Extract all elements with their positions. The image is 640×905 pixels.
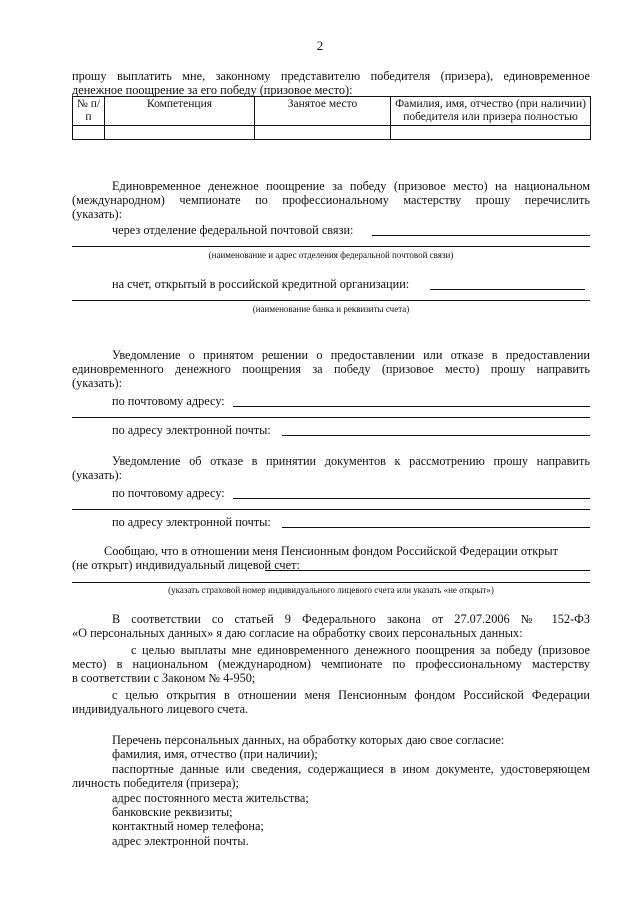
consent-purpose-1-line-3: в соответствии с Законом № 4-950; bbox=[72, 671, 256, 685]
refusal-postal-label: по почтовому адресу: bbox=[112, 486, 225, 500]
pd-list-heading: Перечень персональных данных, на обработку которых даю свое согласие: bbox=[112, 733, 505, 747]
bank-account-field[interactable] bbox=[430, 289, 585, 290]
list-item: адрес постоянного места жительства; bbox=[112, 791, 309, 805]
refusal-line-1: Уведомление об отказе в принятии документов к рассмотрению прошу направить bbox=[112, 454, 590, 468]
table-row bbox=[73, 126, 591, 140]
col-name-header: Фамилия, имя, отчество (при наличии) победителя или призера полностью bbox=[391, 97, 591, 126]
refusal-postal-field-line-2[interactable] bbox=[72, 509, 590, 510]
decision-line-2: единовременного денежного поощрения за победу (призовое место) прошу направить bbox=[72, 362, 590, 376]
pension-caption: (указать страховой номер индивидуального лицевого счета или указать «не открыт») bbox=[168, 585, 494, 595]
post-office-label: через отделение федеральной почтовой связи: bbox=[112, 223, 354, 237]
pension-line-2: (не открыт) индивидуальный лицевой счет: bbox=[72, 558, 300, 572]
decision-email-field[interactable] bbox=[282, 435, 590, 436]
col-place-header: Занятое место bbox=[255, 97, 391, 126]
list-item: контактный номер телефона; bbox=[112, 819, 264, 833]
decision-postal-field-line-2[interactable] bbox=[72, 417, 590, 418]
refusal-postal-field[interactable] bbox=[233, 498, 590, 499]
list-item: личность победителя (призера); bbox=[72, 776, 239, 790]
pension-line-1: Сообщаю, что в отношении меня Пенсионным фондом Российской Федерации открыт bbox=[104, 544, 558, 558]
list-item: банковские реквизиты; bbox=[112, 805, 233, 819]
table-header-row bbox=[73, 97, 591, 126]
consent-purpose-2-line-2: индивидуального лицевого счета. bbox=[72, 702, 249, 716]
competition-table bbox=[72, 96, 591, 140]
consent-purpose-1-line-1: с целью выплаты мне единовременного денежного поощрения за победу (призовое bbox=[131, 643, 590, 657]
consent-purpose-1-line-2: место) в национальном (международном) чемпионате по профессиональному мастерству bbox=[72, 657, 590, 671]
bank-account-caption: (наименование банка и реквизиты счета) bbox=[252, 304, 410, 314]
page-number: 2 bbox=[316, 38, 324, 53]
post-office-field-line-2[interactable] bbox=[72, 246, 590, 247]
intro-line-1: прошу выплатить мне, законному представителю победителя (призера), единовременное bbox=[72, 69, 590, 83]
payment-line-3: (указать): bbox=[72, 207, 122, 221]
decision-postal-field[interactable] bbox=[233, 406, 590, 407]
decision-postal-label: по почтовому адресу: bbox=[112, 394, 225, 408]
col-competence-header: Компетенция bbox=[105, 97, 255, 126]
table-cell[interactable] bbox=[105, 126, 255, 140]
list-item: паспортные данные или сведения, содержащиеся в ином документе, удостоверяющем bbox=[112, 762, 590, 776]
list-item: адрес электронной почты. bbox=[112, 834, 249, 848]
refusal-email-field[interactable] bbox=[282, 527, 590, 528]
bank-account-field-line-2[interactable] bbox=[72, 300, 590, 301]
decision-line-3: (указать): bbox=[72, 376, 122, 390]
list-item: фамилия, имя, отчество (при наличии); bbox=[112, 747, 318, 761]
post-office-caption: (наименование и адрес отделения федеральной почтовой связи) bbox=[208, 250, 454, 260]
col-number-header: № п/п bbox=[73, 97, 105, 126]
intro-line-2: денежное поощрение за его победу (призовое место): bbox=[72, 83, 353, 97]
refusal-email-label: по адресу электронной почты: bbox=[112, 515, 271, 529]
table-cell[interactable] bbox=[255, 126, 391, 140]
consent-purpose-2-line-1: с целью открытия в отношении меня Пенсионным фондом Российской Федерации bbox=[112, 688, 590, 702]
bank-account-label: на счет, открытый в российской кредитной организации: bbox=[112, 277, 410, 291]
decision-email-label: по адресу электронной почты: bbox=[112, 423, 271, 437]
payment-line-2: (международном) чемпионате по профессиональному мастерству прошу перечислить bbox=[72, 193, 590, 207]
table-cell[interactable] bbox=[73, 126, 105, 140]
pension-account-field-line-2[interactable] bbox=[72, 582, 590, 583]
table-cell[interactable] bbox=[391, 126, 591, 140]
decision-line-1: Уведомление о принятом решении о предоставлении или отказе в предоставлении bbox=[112, 348, 590, 362]
consent-line-1: В соответствии со статьей 9 Федерального закона от 27.07.2006 № 152-ФЗ bbox=[112, 612, 590, 626]
pension-account-field[interactable] bbox=[265, 570, 590, 571]
consent-line-2: «О персональных данных» я даю согласие на обработку своих персональных данных: bbox=[72, 626, 523, 640]
refusal-line-2: (указать): bbox=[72, 468, 122, 482]
payment-line-1: Единовременное денежное поощрение за победу (призовое место) на национальном bbox=[112, 179, 590, 193]
post-office-field[interactable] bbox=[372, 235, 590, 236]
